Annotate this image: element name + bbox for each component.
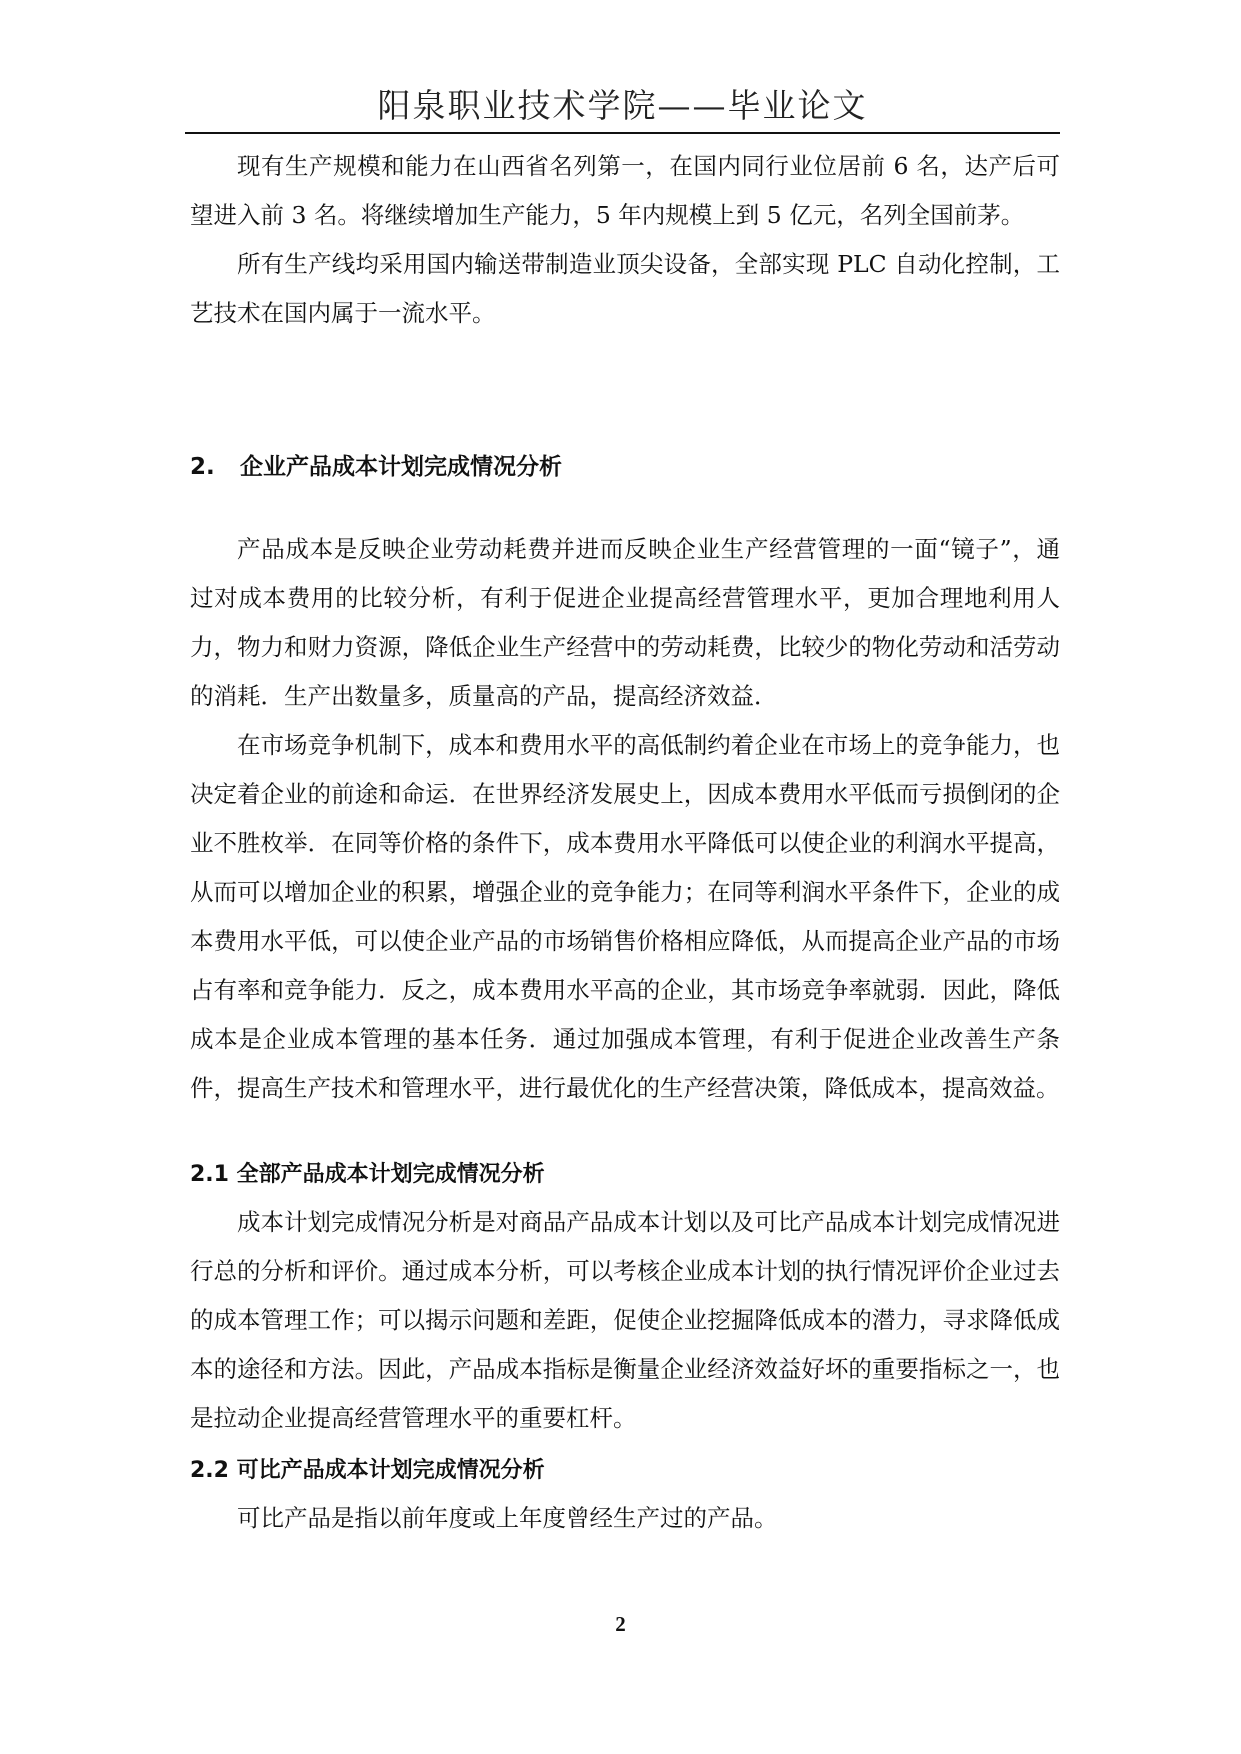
intro-paragraph-1: 现有生产规模和能力在山西省名列第一，在国内同行业位居前 6 名，达产后可望进入前 3 名。将继续增加生产能力，5 年内规模上到 5 亿元，名列全国前茅。 [190,152,1060,229]
intro-paragraph-2: 所有生产线均采用国内输送带制造业顶尖设备，全部实现 PLC 自动化控制，工艺技术在国内属于一流水平。 [190,250,1060,327]
page-number: 2 [615,1612,626,1636]
section-2-number: 2. [190,454,215,480]
section-2-1-text [190,1198,1060,1443]
section-2-1-paragraph: 成本计划完成情况分析是对商品产品成本计划以及可比产品成本计划完成情况进行总的分析和评价。通过成本分析，可以考核企业成本计划的执行情况评价企业过去的成本管理工作；可以揭示问题和差距，促使企业挖掘降低成本的潜力，寻求降低成本的途径和方法。因此，产品成本指标是衡量企业经济效益好坏的重要指标之一，也是拉动企业提高经营管理水平的重要杠杆。 [190,1208,1060,1432]
section-2-paragraph-2: 在市场竞争机制下，成本和费用水平的高低制约着企业在市场上的竞争能力，也决定着企业的前途和命运．在世界经济发展史上，因成本费用水平低而亏损倒闭的企业不胜枚举．在同等价格的条件下，成本费用水平降低可以使企业的利润水平提高，从而可以增加企业的积累，增强企业的竞争能力；在同等利润水平条件下，企业的成本费用水平低，可以使企业产品的市场销售价格相应降低，从而提高企业产品的市场占有率和竞争能力．反之，成本费用水平高的企业，其市场竞争率就弱．因此，降低成本是企业成本管理的基本任务．通过加强成本管理，有利于促进企业改善生产条件，提高生产技术和管理水平，进行最优化的生产经营决策，降低成本，提高效益。 [190,731,1060,1102]
intro-text [190,142,1060,338]
section-2-2-heading: 2.2 可比产品成本计划完成情况分析 [190,1458,545,1483]
section-2-2-text [190,1494,1060,1543]
section-2-title: 企业产品成本计划完成情况分析 [240,454,562,480]
page-header-title: 阳泉职业技术学院——毕业论文 [377,86,868,125]
section-2-text [190,525,1060,1113]
header-divider [185,132,1060,134]
section-2-2-paragraph: 可比产品是指以前年度或上年度曾经生产过的产品。 [237,1504,778,1532]
section-2-paragraph-1: 产品成本是反映企业劳动耗费并进而反映企业生产经营管理的一面“镜子”，通过对成本费用的比较分析，有利于促进企业提高经营管理水平，更加合理地利用人力，物力和财力资源，降低企业生产经营中的劳动耗费，比较少的物化劳动和活劳动的消耗．生产出数量多，质量高的产品，提高经济效益． [190,535,1060,710]
section-2-heading [190,452,562,482]
section-2-1-heading: 2.1 全部产品成本计划完成情况分析 [190,1162,545,1187]
